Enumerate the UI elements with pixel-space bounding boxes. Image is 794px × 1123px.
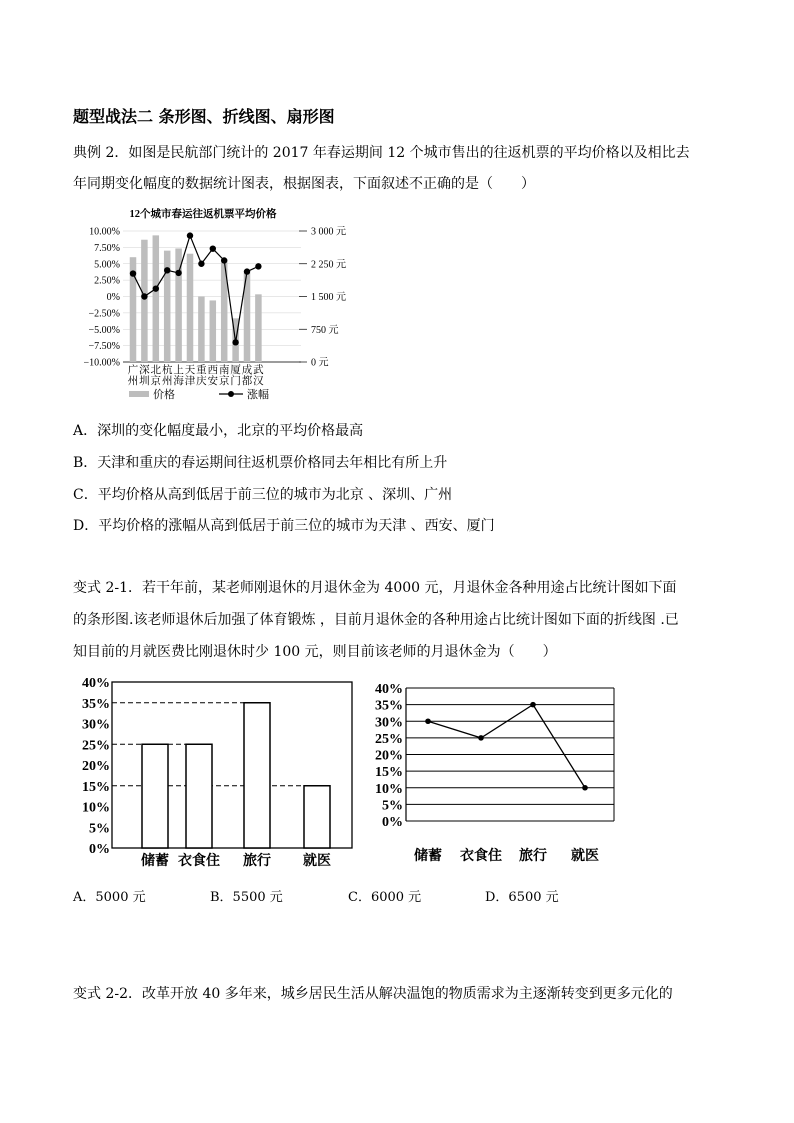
city-label-重庆-2: 庆	[196, 376, 207, 387]
y-tick-label: 0%	[382, 815, 403, 830]
choice-b: B．5500 元	[210, 890, 283, 905]
variant1-line-3: 知目前的月就医费比刚退休时少 100 元，则目前该老师的月退休金为（ ）	[73, 644, 557, 660]
city-label-杭州-2: 州	[161, 376, 173, 387]
chart2-bars	[142, 703, 330, 848]
example-question-line-2: 年同期变化幅度的数据统计图表，根据图表，下面叙述不正确的是（ ）	[73, 176, 535, 192]
y-tick-label: 35%	[375, 698, 403, 714]
chart1-left-axis	[84, 227, 120, 369]
chart1-city-labels	[128, 363, 264, 387]
choice-d: D．6500 元	[485, 890, 559, 905]
city-label-上海-1: 上	[173, 365, 184, 376]
city-label-北京-1: 北	[150, 365, 162, 376]
right-tick-label: 3 000 元	[311, 226, 346, 238]
category-label-储蓄: 储蓄	[141, 854, 169, 869]
price-bar-深圳	[141, 240, 148, 362]
city-label-广州-1: 广	[127, 365, 139, 376]
price-bar-天津	[187, 254, 194, 362]
city-label-北京-2: 京	[150, 376, 162, 387]
price-bar-重庆	[198, 297, 205, 363]
change-point-北京	[153, 285, 159, 291]
category-label-储蓄: 储蓄	[414, 849, 442, 864]
price-bar-武汉	[255, 294, 262, 362]
city-label-重庆-1: 重	[196, 365, 207, 376]
left-tick-label: 2.50%	[94, 275, 120, 287]
y-tick-label: 0%	[89, 842, 110, 857]
city-label-天津-1: 天	[184, 365, 196, 376]
left-tick-label: 10.00%	[89, 226, 120, 238]
city-label-深圳-1: 深	[139, 365, 150, 376]
left-tick-label: −2.50%	[88, 308, 120, 320]
current-line-chart	[366, 676, 626, 872]
category-label-就医: 就医	[571, 849, 599, 864]
y-tick-label: 40%	[375, 682, 403, 697]
change-point-杭州	[164, 267, 170, 273]
city-label-厦门-2: 门	[230, 376, 241, 387]
data-polyline	[428, 705, 585, 788]
right-tick-label: 1 500 元	[311, 292, 346, 303]
chart3-category-labels	[414, 847, 599, 864]
chart2-y-axis	[82, 676, 110, 857]
choice-c: C．6000 元	[348, 890, 422, 905]
change-polyline	[133, 236, 258, 343]
chart2-category-labels	[141, 852, 331, 869]
y-tick-label: 15%	[375, 765, 403, 781]
point-储蓄	[425, 718, 431, 724]
chart1-change-line	[130, 232, 262, 345]
city-label-成都-1: 成	[241, 365, 253, 376]
y-tick-label: 15%	[82, 779, 110, 795]
category-label-衣食住: 衣食住	[178, 854, 220, 869]
y-tick-label: 25%	[82, 738, 110, 754]
section-title: 题型战法二 条形图、折线图、扇形图	[73, 107, 335, 126]
chart1-legend	[129, 387, 269, 401]
point-旅行	[530, 702, 536, 708]
city-label-西安-2: 安	[207, 376, 219, 387]
city-label-成都-2: 都	[241, 376, 253, 387]
city-label-南京-2: 京	[218, 376, 230, 387]
chart3-gridlines	[406, 688, 614, 821]
change-point-重庆	[198, 261, 204, 267]
city-label-深圳-2: 圳	[139, 376, 150, 387]
left-tick-label: −10.00%	[83, 357, 120, 369]
city-label-武汉-2: 汉	[253, 376, 264, 387]
y-tick-label: 30%	[375, 715, 403, 731]
chart3-line	[425, 702, 588, 791]
right-tick-label: 0 元	[311, 357, 329, 369]
left-tick-label: 7.50%	[94, 242, 120, 254]
city-label-杭州-1: 杭	[161, 365, 173, 376]
city-label-西安-1: 西	[207, 365, 219, 376]
change-point-广州	[130, 270, 136, 276]
option-d: D．平均价格的涨幅从高到低居于前三位的城市为天津 、西安、厦门	[73, 518, 495, 534]
left-tick-label: −7.50%	[88, 341, 120, 353]
bar-就医	[304, 786, 330, 848]
change-point-南京	[221, 257, 227, 263]
category-label-衣食住: 衣食住	[460, 849, 502, 864]
bar-储蓄	[142, 744, 168, 848]
chart1-title: 12个城市春运往返机票平均价格	[129, 209, 277, 220]
variant1-line-1: 变式 2-1．若干年前，某老师刚退休的月退休金为 4000 元，月退休金各种用途占比统计图如下面	[73, 580, 677, 596]
legend-line-marker	[228, 391, 234, 397]
y-tick-label: 25%	[375, 731, 403, 747]
price-bar-北京	[153, 235, 160, 362]
airfare-combo-chart	[73, 204, 363, 402]
city-label-南京-1: 南	[218, 365, 230, 376]
right-tick-label: 2 250 元	[311, 259, 346, 271]
y-tick-label: 5%	[89, 821, 110, 837]
city-label-武汉-1: 武	[253, 365, 264, 376]
change-point-厦门	[232, 339, 238, 345]
y-tick-label: 20%	[375, 748, 403, 764]
chart3-y-axis	[375, 682, 403, 830]
city-label-天津-2: 津	[184, 376, 196, 387]
chart1-price-bars	[130, 235, 262, 362]
option-b: B．天津和重庆的春运期间往返机票价格同去年相比有所上升	[73, 455, 448, 471]
change-point-武汉	[255, 263, 261, 269]
y-tick-label: 10%	[375, 781, 403, 797]
choice-a: A．5000 元	[73, 890, 146, 905]
category-label-旅行: 旅行	[243, 854, 271, 869]
legend-bar-swatch	[129, 391, 149, 397]
change-point-成都	[244, 268, 250, 274]
variant1-line-2: 的条形图.该老师退休后加强了体育锻炼 ，目前月退休金的各种用途占比统计图如下面的折线图 .已	[73, 612, 679, 628]
legend-change-label: 涨幅	[247, 389, 269, 401]
y-tick-label: 5%	[382, 798, 403, 814]
category-label-旅行: 旅行	[519, 849, 547, 864]
y-tick-label: 35%	[82, 696, 110, 712]
point-就医	[582, 785, 588, 791]
price-bar-西安	[210, 300, 217, 362]
right-tick-label: 750 元	[311, 324, 339, 336]
change-point-天津	[187, 232, 193, 238]
city-label-广州-2: 州	[127, 376, 139, 387]
point-衣食住	[478, 735, 484, 741]
change-point-西安	[210, 245, 216, 251]
city-label-上海-2: 海	[173, 376, 184, 387]
left-tick-label: 5.00%	[94, 259, 120, 271]
chart1-right-axis	[299, 226, 346, 369]
left-tick-label: −5.00%	[88, 324, 120, 336]
left-tick-label: 0%	[106, 292, 120, 303]
y-tick-label: 10%	[82, 800, 110, 816]
example-question-line-1: 典例 2．如图是民航部门统计的 2017 年春运期间 12 个城市售出的往返机票的平均价格以及相比去	[73, 145, 690, 161]
category-label-就医: 就医	[303, 854, 331, 869]
retirement-bar-chart	[70, 672, 360, 872]
change-point-上海	[175, 270, 181, 276]
option-c: C．平均价格从高到低居于前三位的城市为北京 、深圳、广州	[73, 487, 453, 503]
option-a: A．深圳的变化幅度最小，北京的平均价格最高	[73, 423, 364, 439]
y-tick-label: 40%	[82, 676, 110, 691]
change-point-深圳	[141, 293, 147, 299]
y-tick-label: 20%	[82, 759, 110, 774]
legend-price-label: 价格	[153, 389, 175, 401]
bar-衣食住	[186, 744, 212, 848]
variant2-line-1: 变式 2-2．改革开放 40 多年来，城乡居民生活从解决温饱的物质需求为主逐渐转变到更多元化的	[73, 986, 673, 1002]
bar-旅行	[244, 703, 270, 848]
city-label-厦门-1: 厦	[230, 365, 241, 376]
y-tick-label: 30%	[82, 717, 110, 733]
